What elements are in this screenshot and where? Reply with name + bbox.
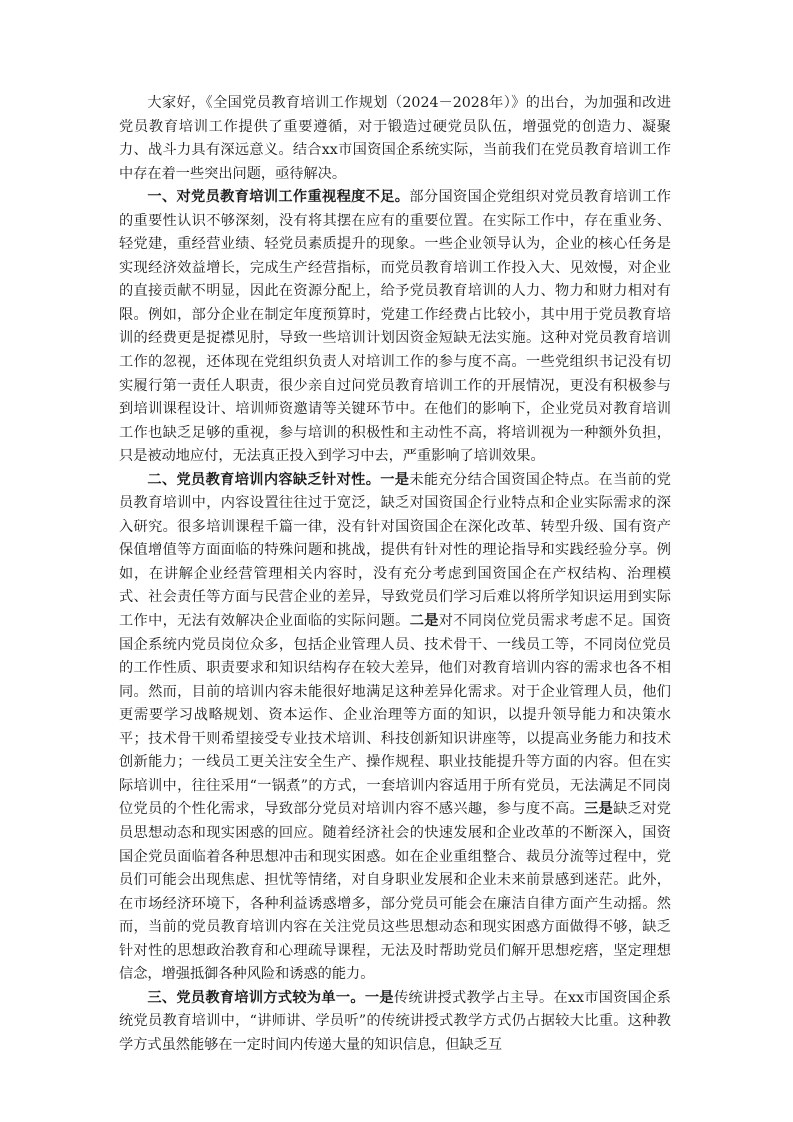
section-1-heading: 一、对党员教育培训工作重视程度不足。	[147, 189, 410, 206]
section-3-heading: 三、党员教育培训方式较为单一。	[147, 989, 365, 1006]
section-3-body-1: 传统讲授式教学占主导。在xx市国资国企系统党员教育培训中，“讲师讲、学员听”的传统讲授式教学方式仍占据较大比重。这种教学方式虽然能够在一定时间内传递大量的知识信息，但缺乏互	[119, 989, 671, 1053]
section-1-paragraph	[119, 186, 671, 469]
intro-paragraph: 大家好，《全国党员教育培训工作规划（2024－2028年）》的出台，为加强和改进党员教育培训工作提供了重要遵循，对于锻造过硬党员队伍，增强党的创造力、凝聚力、战斗力具有深远意义。结合xx市国资国企系统实际，当前我们在党员教育培训工作中存在着一些突出问题，亟待解决。	[119, 95, 671, 182]
section-2-body-1: 未能充分结合国资国企特点。在当前的党员教育培训中，内容设置往往过于宽泛，缺乏对国资国企行业特点和企业实际需求的深入研究。很多培训课程千篇一律，没有针对国资国企在深化改革、转型升级、国有资产保值增值等方面面临的特殊问题和挑战，提供有针对性的理论指导和实践经验分享。例如，在讲解企业经营管理相关内容时，没有充分考虑到国资国企在产权结构、治理模式、社会责任等方面与民营企业的差异，导致党员们学习后难以将所学知识运用到实际工作中，无法有效解决企业面临的实际问题。	[119, 471, 671, 630]
section-2-lead-2: 二是	[409, 613, 439, 630]
section-2-paragraph	[119, 469, 671, 987]
section-2-body-2: 对不同岗位党员需求考虑不足。国资国企系统内党员岗位众多，包括企业管理人员、技术骨干、一线员工等，不同岗位党员的工作性质、职责要求和知识结构存在较大差异，他们对教育培训内容的需求也各不相同。然而，目前的培训内容未能很好地满足这种差异化需求。对于企业管理人员，他们更需要学习战略规划、资本运作、企业治理等方面的知识，以提升领导能力和决策水平；技术骨干则希望接受专业技术培训、科技创新知识讲座等，以提高业务能力和技术创新能力；一线员工更关注安全生产、操作规程、职业技能提升等方面的内容。但在实际培训中，往往采用“一锅煮”的方式，一套培训内容适用于所有党员，无法满足不同岗位党员的个性化需求，导致部分党员对培训内容不感兴趣，参与度不高。	[119, 613, 671, 818]
section-2-heading: 二、党员教育培训内容缺乏针对性。	[147, 471, 381, 488]
section-2-lead-3: 三是	[584, 801, 614, 818]
section-2-lead-1: 一是	[380, 471, 410, 488]
section-3-paragraph	[119, 987, 671, 1058]
document-page	[119, 92, 671, 1057]
section-2-body-3: 缺乏对党员思想动态和现实困惑的回应。随着经济社会的快速发展和企业改革的不断深入，国资国企党员面临着各种思想冲击和现实困惑。如在企业重组整合、裁员分流等过程中，党员们可能会出现焦虑、担忧等情绪，对自身职业发展和企业未来前景感到迷茫。此外，在市场经济环境下，各种利益诱惑增多，部分党员可能会在廉洁自律方面产生动摇。然而，当前的党员教育培训内容在关注党员这些思想动态和现实困惑方面做得不够，缺乏针对性的思想政治教育和心理疏导课程，无法及时帮助党员们解开思想疙瘩，坚定理想信念，增强抵御各种风险和诱惑的能力。	[119, 801, 671, 983]
section-3-lead-1: 一是	[364, 989, 394, 1006]
section-1-body: 部分国资国企党组织对党员教育培训工作的重要性认识不够深刻，没有将其摆在应有的重要位置。在实际工作中，存在重业务、轻党建，重经营业绩、轻党员素质提升的现象。一些企业领导认为，企业的核心任务是实现经济效益增长，完成生产经营指标，而党员教育培训工作投入大、见效慢，对企业的直接贡献不明显，因此在资源分配上，给予党员教育培训的人力、物力和财力相对有限。例如，部分企业在制定年度预算时，党建工作经费占比较小，其中用于党员教育培训的经费更是捉襟见肘，导致一些培训计划因资金短缺无法实施。这种对党员教育培训工作的忽视，还体现在党组织负责人对培训工作的参与度不高。一些党组织书记没有切实履行第一责任人职责，很少亲自过问党员教育培训工作的开展情况，更没有积极参与到培训课程设计、培训师资邀请等关键环节中。在他们的影响下，企业党员对教育培训工作也缺乏足够的重视，参与培训的积极性和主动性不高，将培训视为一种额外负担，只是被动地应付，无法真正投入到学习中去，严重影响了培训效果。	[119, 189, 671, 465]
